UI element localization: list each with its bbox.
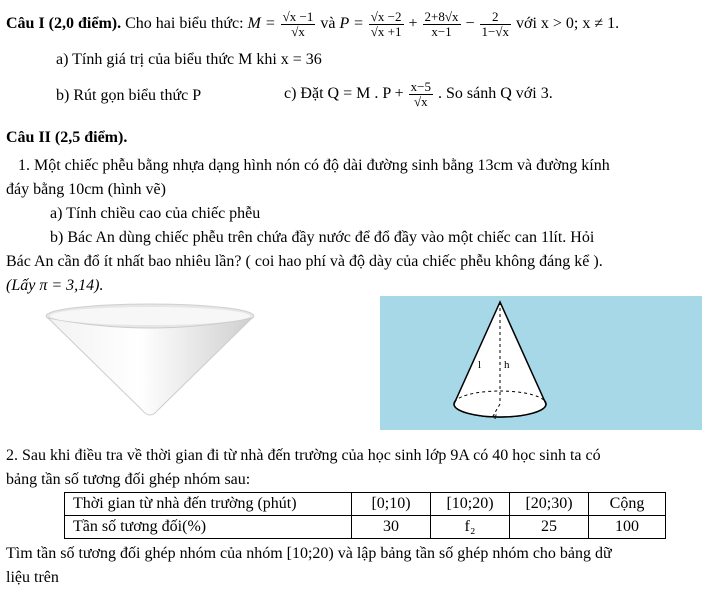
q2-p2-question-line1: Tìm tần số tương đối ghép nhóm của nhóm [10;20) và lập bảng tần số ghép nhóm cho bảng dữ xyxy=(6,545,612,562)
q1-part-a: a) Tính giá trị của biểu thức M khi x = 36 xyxy=(56,51,322,68)
q2-p1-line2: đáy bằng 10cm (hình vẽ) xyxy=(6,181,166,198)
m-fraction: $\frac{√x -1}{√x}$ xyxy=(282,9,314,39)
q2-p2-line1: 2. Sau khi điều tra về thời gian đi từ nhà đến trường của học sinh lớp 9A có 40 học sinh ta có xyxy=(6,447,601,464)
q1-header: Câu I (2,0 điểm). xyxy=(6,15,122,33)
slant-label: l xyxy=(478,359,482,371)
q2-p1-a: a) Tính chiều cao của chiếc phễu xyxy=(50,205,261,222)
q1-part-c: c) Đặt Q = M . P + $\frac{x-5}{√x}$ . So sánh Q với 3. xyxy=(284,79,553,109)
p-fraction-3: $\frac{2}{1-√x}$ xyxy=(481,9,509,39)
table-row: Tần số tương đối(%) 30 f₂ 25 100 xyxy=(65,516,666,539)
q2-pi-note: (Lấy π = 3,14). xyxy=(6,277,104,294)
radius-label: r xyxy=(494,411,497,421)
q1-line xyxy=(6,10,619,39)
c-fraction: $\frac{x-5}{√x}$ xyxy=(410,79,432,109)
p-fraction-2: $\frac{2+8√x}{x-1}$ xyxy=(424,9,459,39)
q2-p1-line1: 1. Một chiếc phễu bằng nhựa dạng hình nón có độ dài đường sinh bằng 13cm và đường kính xyxy=(18,157,610,174)
plus-sign: + xyxy=(408,15,418,33)
q2-p1-b-line1: b) Bác An dùng chiếc phễu trên chứa đầy nước để đổ đầy vào một chiếc can 1lít. Hỏi xyxy=(50,229,595,246)
q2-p2-question-line2: liệu trên xyxy=(6,569,59,586)
q2-header: Câu II (2,5 điểm). xyxy=(6,129,128,146)
p-fraction-1: $\frac{√x -2}{√x +1}$ xyxy=(370,9,402,39)
minus-sign: − xyxy=(465,15,475,33)
funnel-photo xyxy=(40,298,260,428)
q1-part-b: b) Rút gọn biểu thức P xyxy=(56,87,202,104)
q2-p1-b-line2: Bác An cần đổ ít nhất bao nhiêu lần? ( coi hao phí và độ dày của chiếc phễu không đáng kể ). xyxy=(6,253,603,270)
q1-intro: Cho hai biểu thức: xyxy=(125,15,244,33)
p-lhs: P = xyxy=(339,15,364,33)
m-lhs: M = xyxy=(247,15,276,33)
condition: với x > 0; x ≠ 1. xyxy=(516,15,620,33)
and-word: và xyxy=(320,15,336,33)
q2-p2-line2: bảng tần số tương đối ghép nhóm sau: xyxy=(6,471,251,488)
frequency-table xyxy=(64,492,666,539)
cone-diagram xyxy=(380,296,702,430)
table-row: Thời gian từ nhà đến trường (phút) [0;10) [10;20) [20;30) Cộng xyxy=(65,493,666,516)
height-label: h xyxy=(504,359,510,371)
